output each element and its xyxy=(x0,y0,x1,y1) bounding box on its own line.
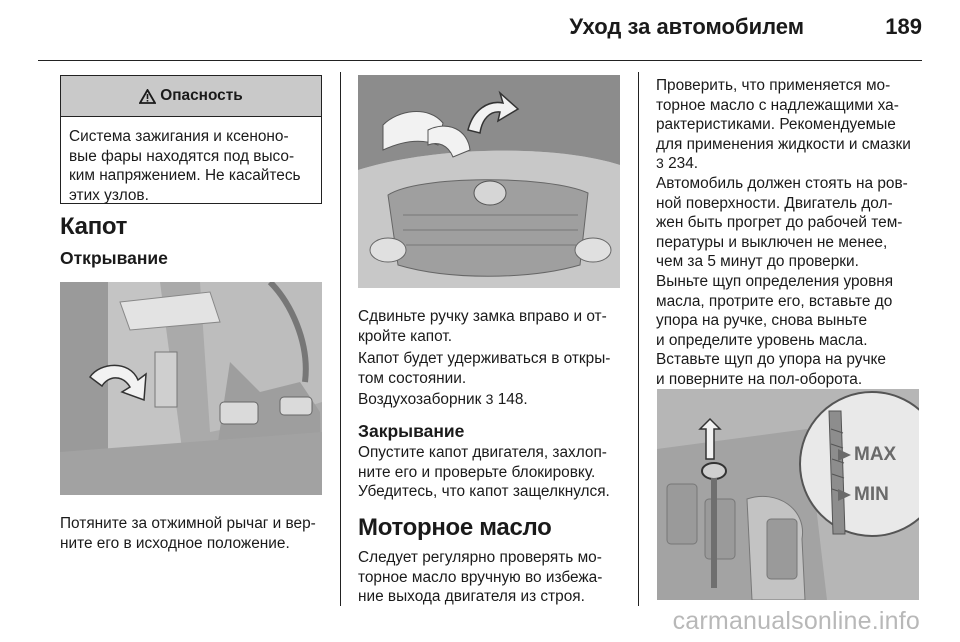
air-intake-page-link[interactable]: 148. xyxy=(497,391,528,408)
danger-callout-title: Опасность xyxy=(160,87,243,104)
oil-spec-page-link[interactable]: 234. xyxy=(668,155,699,173)
header-divider xyxy=(38,60,922,61)
danger-callout xyxy=(60,75,322,204)
lever-instruction-text: Потяните за отжимной рычаг и вер- ните его в исходное положение. xyxy=(60,515,316,552)
air-intake-label: Воздухозаборник xyxy=(358,391,482,408)
warning-triangle-icon xyxy=(139,89,156,104)
section-heading-engine-oil: Моторное масло xyxy=(358,514,552,541)
air-intake-reference xyxy=(358,390,633,410)
section-heading-hood: Капот xyxy=(60,213,128,240)
subheading-closing: Закрывание xyxy=(358,421,465,441)
min-mark-arrow-icon xyxy=(838,489,852,501)
hood-hold-text: Капот будет удерживаться в откры- том состоянии. xyxy=(358,350,611,387)
closing-text: Опустите капот двигателя, захлоп- ните его и проверьте блокировку. Убедитесь, что капот защелкнулся. xyxy=(358,444,610,501)
danger-callout-header xyxy=(61,76,321,117)
oil-dipstick-illustration xyxy=(657,389,919,600)
column-divider-2 xyxy=(638,72,639,606)
page-number: 189 xyxy=(885,14,922,39)
dipstick-min-label: MIN xyxy=(854,484,889,505)
dipstick-max-label: MAX xyxy=(854,444,897,465)
level-check-conditions-text: Автомобиль должен стоять на ров- ной поверхности. Двигатель дол- жен быть прогрет до рабочей тем- пературы и выключен не менее, чем за 5 минут до проверки. xyxy=(656,175,908,271)
xref-arrow-icon: 3 xyxy=(485,391,494,407)
dipstick-insert-text: Вставьте щуп до упора на ручке и поверните на пол-оборота. xyxy=(656,351,886,388)
column-divider-1 xyxy=(340,72,341,606)
hood-release-lever-illustration xyxy=(60,282,322,495)
running-header-title: Уход за автомобилем xyxy=(569,14,804,39)
slide-latch-text: Сдвиньте ручку замка вправо и от- кройте капот. xyxy=(358,308,607,345)
hood-latch-illustration xyxy=(358,75,620,288)
site-watermark: carmanualsonline.info xyxy=(672,607,920,635)
oil-spec-text: Проверить, что применяется мо- торное масло с надлежащими ха- рактеристиками. Рекомендуемые для применения жидкости и смазки xyxy=(656,77,911,153)
danger-callout-text: Система зажигания и ксеноно- вые фары находятся под высо- ким напряжением. Не касайтесь этих узлов. xyxy=(69,128,301,204)
xref-arrow-icon: 3 xyxy=(656,155,664,172)
oil-spec-paragraph xyxy=(656,76,931,174)
dipstick-procedure-text: Выньте щуп определения уровня масла, протрите его, вставьте до упора на ручке, снова выньте и определите уровень масла. xyxy=(656,273,894,349)
max-mark-arrow-icon xyxy=(838,449,852,461)
subheading-opening: Открывание xyxy=(60,248,168,268)
engine-oil-intro-text: Следует регулярно проверять мо- торное масло вручную во избежа- ние выхода двигателя из строя. xyxy=(358,549,603,606)
